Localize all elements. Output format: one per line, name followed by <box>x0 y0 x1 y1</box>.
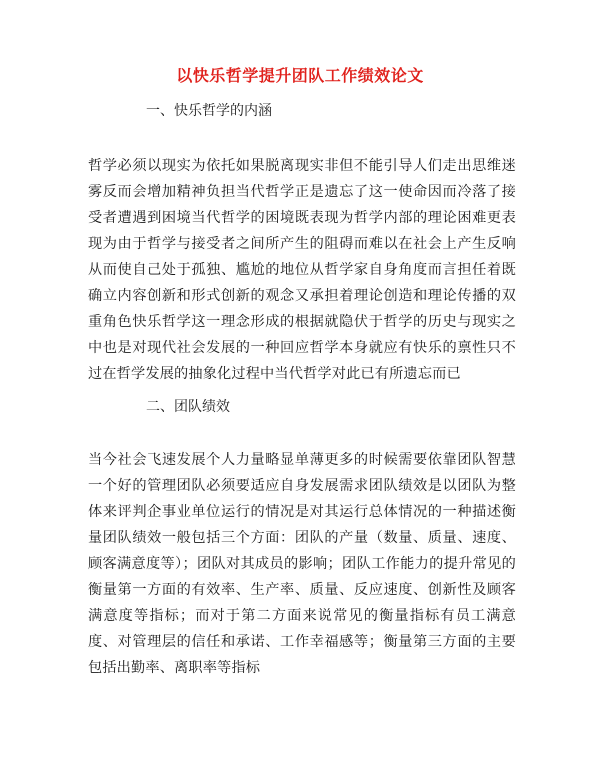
section-body-2: 当今社会飞速发展个人力量略显单薄更多的时候需要依靠团队智慧一个好的管理团队必须要适应自身发展需求团队绩效是以团队为整体来评判企事业单位运行的情况是对其运行总体情况的一种描述衡量团队绩效一般包括三个方面：团队的产量（数量、质量、速度、顾客满意度等）；团队对其成员的影响；团队工作能力的提升常见的衡量第一方面的有效率、生产率、质量、反应速度、创新性及顾客满意度等指标；而对于第二方面来说常见的衡量指标有员工满意度、对管理层的信任和承诺、工作幸福感等；衡量第三方面的主要包括出勤率、离职率等指标 <box>88 452 516 676</box>
section-body-1: 哲学必须以现实为依托如果脱离现实非但不能引导人们走出思维迷雾反而会增加精神负担当代哲学正是遗忘了这一使命因而冷落了接受者遭遇到困境当代哲学的困境既表现为哲学内部的理论困难更表现为由于哲学与接受者之间所产生的阻碍而难以在社会上产生反响从而使自己处于孤独、尴尬的地位从哲学家自身角度而言担任着既确立内容创新和形式创新的观念又承担着理论创造和理论传播的双重角色快乐哲学这一理念形成的根据就隐伏于哲学的历史与现实之中也是对现代社会发展的一种回应哲学本身就应有快乐的禀性只不过在哲学发展的抽象化过程中当代哲学对此已有所遗忘而已 <box>88 158 516 382</box>
document-title: 以快乐哲学提升团队工作绩效论文 <box>176 66 424 85</box>
section-heading-1: 一、快乐哲学的内涵 <box>146 103 272 119</box>
section-heading-2: 二、团队绩效 <box>146 399 230 415</box>
